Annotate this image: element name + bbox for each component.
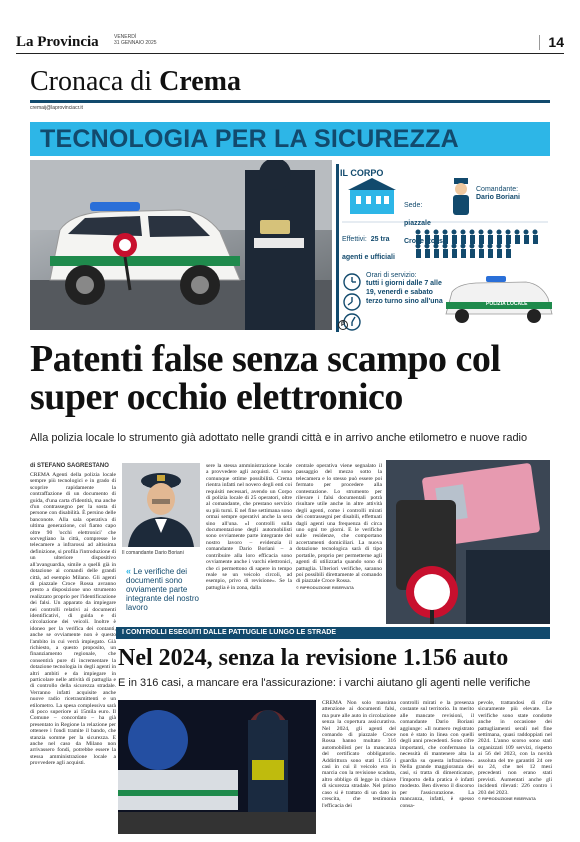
section-prefix: Cronaca di [30,66,153,97]
effettivi-label: Effettivi: [342,236,367,243]
topic-banner-text: TECNOLOGIA PER LA SICUREZZA [40,125,459,153]
second-column-1: CREMA Non solo massima attenzione ai documenti falsi, ma pure alle auto in circolazione senza la copertura assicurativa. Nel 2024, gli agenti del comando di piazzale Croce Rossa hanno multato 316 automobilisti per la mancanza del certificato obbligatorio. Addirittura sono stati 1.156 i casi in cui il veicolo era in marcia con la revisione scaduta, altro obbligo di legge in chiave di sicurezza stradale. Nel primo caso si è trattato di un dato in crescita, che testimonia l'efficacia dei [322,700,396,809]
topic-banner [30,122,550,156]
section-title [30,66,241,98]
sede-label: Sede: [404,202,423,209]
portrait-caption: Il comandante Dario Boriani [122,550,184,556]
infobox-comandante [476,186,552,202]
quote-icon: « [126,566,132,576]
pull-quote [126,566,202,612]
page-number-divider [539,35,540,50]
section-strip [116,627,550,639]
infobox-title: IL CORPO [340,168,384,178]
copyright-badge: P [338,320,348,330]
section-email: cremaij@laprovinciacr.it [30,105,83,111]
commander-portrait-illustration [122,463,200,547]
commander-portrait [122,463,200,547]
corps-infobox [336,164,554,332]
comandante-label: Comandante: [476,186,519,193]
sede-value: piazzale Croce Rossa [404,220,447,245]
masthead-rule [16,53,564,54]
small-car-label: POLIZIA LOCALE [486,301,528,307]
masthead-day-label: VENERDÌ [114,34,137,40]
comandante-value: Dario Boriani [476,194,520,201]
documents-check-photo [386,460,550,624]
orari-label: Orari di servizio: [366,272,417,279]
article-column-2: sere la stessa amministrazione locale a provvedere agli acquisti. Ci sono comunque ottime possibilità. Crema rientra infatti nel novero degli enti coi requisiti necessari, avendo un Corpo di polizia locale di 25 operatori, oltre al comandante, che prestano servizio su più turni. E nel fine settimana sono ormai sempre operativi anche la sera sino all'una. «I controlli sulla documentazione degli automobilisti sono ovviamente parte integrante del nostro lavoro – evidenzia il comandante Dario Boriani – a contribuire alla loro efficacia sono ovviamente anche i varchi elettronici, che ci permettono di sapere in tempo reale se un veicolo circoli, ad esempio, privo di revisione». Se la pattuglia è in zona, dalla [206,463,292,591]
page-number: 14 [548,34,564,50]
article-column-1: CREMA Agenti della polizia locale sempre più tecnologici e in grado di scoprire rapidamente la contraffazione di un documento di guida, d'una carta d'identità, ma anche d'un contrassegno per la sosta di persone con disabilità. È persino delle banconote. Alla sala operativa di ultima generazione, col fiamo capo oltre 90 'occhi elettronici' che sorvegliano la città, compresse le telecamere a infrarossi ad altissima definizione, si profila l'introduzione di un ulteriore dispositivo all'avanguardia, simile a quelli già in dotazione ai comandi delle grandi città, ad esempio Milano. Gli agenti di piazzale Croce Rossa avranno presto a disposizione uno strumento realizzato proprio per l'identificazione dei falsi. Un apparato da impiegare nei controlli relativi ai documenti identificativi, di guida e di circolazione dei veicoli. Inoltre è idoneo per la verifica dei contanti, anche se ovviamente non è questo l'ambito in cui verrà impiegato. Già richiesto, a questo proposito, un finanziamento regionale, che consentirà pure di incrementare la dotazione tecnologia in degli agenti in altri ambiti e da impiegare in particolare nelle attività di pattuglia e di controllo della sicurezza stradale. Verranno infatti acquisite anche nuove radio ricetrasmittenti e un etilometro. La spesa complessiva sarà di poco superiore ai 15mila euro. Il Comune – concordato – ha già presentato in Regione la relazione per ottenere i fondi tramite il bando, che stanzia somme per la sicurezza. E anche nel caso da Milano non arrivassero fondi, potrebbe essere la stessa amministrazione locale a provvedere agli acquisti. [30,472,116,767]
small-police-car-icon [446,276,552,323]
second-headline: Nel 2024, senza la revisione 1.156 auto [118,645,509,671]
effettivi-value: 25 tra agenti e ufficiali [342,236,395,261]
building-icon [348,178,396,214]
second-column-3 [478,700,552,834]
second-copyright-note: © RIPRODUZIONE RISERVATA [478,796,536,802]
police-car-photo [30,160,332,330]
second-column-3-text: pevole, trattandosi di cifre sicuramente più elevate. Le verifiche sono state condotte anche in occasione dei pattugliamenti serali nel fine settimana, quasi raddoppiati nel 2024. L'anno scorso sono stati organizzati 109 servizi, rispetto ai 56 del 2023, con la novità assoluta del tre garantiti 24 ore su 24, che nei 12 mesi precedenti non erano stati previsti. Aumentati anche gli incidenti rilevati: 226 contro i 203 del 2023. [478,700,552,796]
night-patrol-photo [118,700,316,834]
pull-quote-text: Le verifiche dei documenti sono ovviamente parte integrante del nostro lavoro [126,567,199,612]
main-subhead: Alla polizia locale lo strumento già adottato nelle grandi città e in arrivo anche etilometro e nuove radio [30,432,528,444]
article-column-3 [296,463,382,623]
officer-icon [453,178,469,215]
section-rule [30,100,550,103]
masthead-date [114,34,157,46]
newspaper-logo: La Provincia [16,34,99,50]
section-city: Crema [159,66,241,97]
second-subhead: E in 316 casi, a mancare era l'assicurazione: i varchi aiutano gli agenti nelle verifiche [118,677,531,689]
infobox-orari [366,272,446,306]
masthead-date-label: 31 GENNAIO 2025 [114,40,157,46]
police-car-illustration [30,160,332,330]
second-column-2: controlli mirati e la presenza costante sul territorio. In merito alle mancate revisioni, il comandante Dario Boriani aggiunge: «Il numero registrato non è stato in linea con quelli degli anni precedenti. Sono cifre importanti, che confermano la necessità di mantenere alta la guardia su questa infrazione». Nella grande maggioranza dei casi, si tratta di dimenticanze, l'importo della pratica è infatti modesto. Ben diverso il discorso per l'assicurazione. La mancanza, infatti, è spesso consa- [400,700,474,809]
main-headline: Patenti false senza scampo col super occhio elettronico [30,338,501,418]
byline: di STEFANO SAGRESTANO [30,463,109,469]
article-column-3-text: centrale operativa viene segnalato il passaggio del mezzo sotto la telecamera e lo stesso può essere poi fermato per procedere alla contestazione. Lo strumento per rilevare i falsi documentali potrà risultare utile anche in altre attività degli agenti, come i controlli mirati dei contrassegni per disabili, effettuati dagli agenti una frequenza di circa uno ogni tre giorni. E le verifiche sulle residenze, che comportano accertamenti domiciliari. La nuova dotazione tecnologica sarà di tipo portatile, proprio per permetterne agli agenti di utilizzarla quando sono di pattuglia. Ulteriori verifiche, saranno poi possibili direttamente al comando di piazzale Croce Rossa. [296,463,382,585]
section-strip-text: I CONTROLLI ESEGUITI DALLE PATTUGLIE LUNGO LE STRADE [122,629,337,636]
orari-value: tutti i giorni dalle 7 alle 19, venerdì e sabato terzo turno sino all'una [366,280,443,305]
copyright-note: © RIPRODUZIONE RISERVATA [296,584,354,590]
night-patrol-illustration [118,700,316,834]
documents-illustration [386,460,550,624]
infobox-effettivi [342,228,412,264]
